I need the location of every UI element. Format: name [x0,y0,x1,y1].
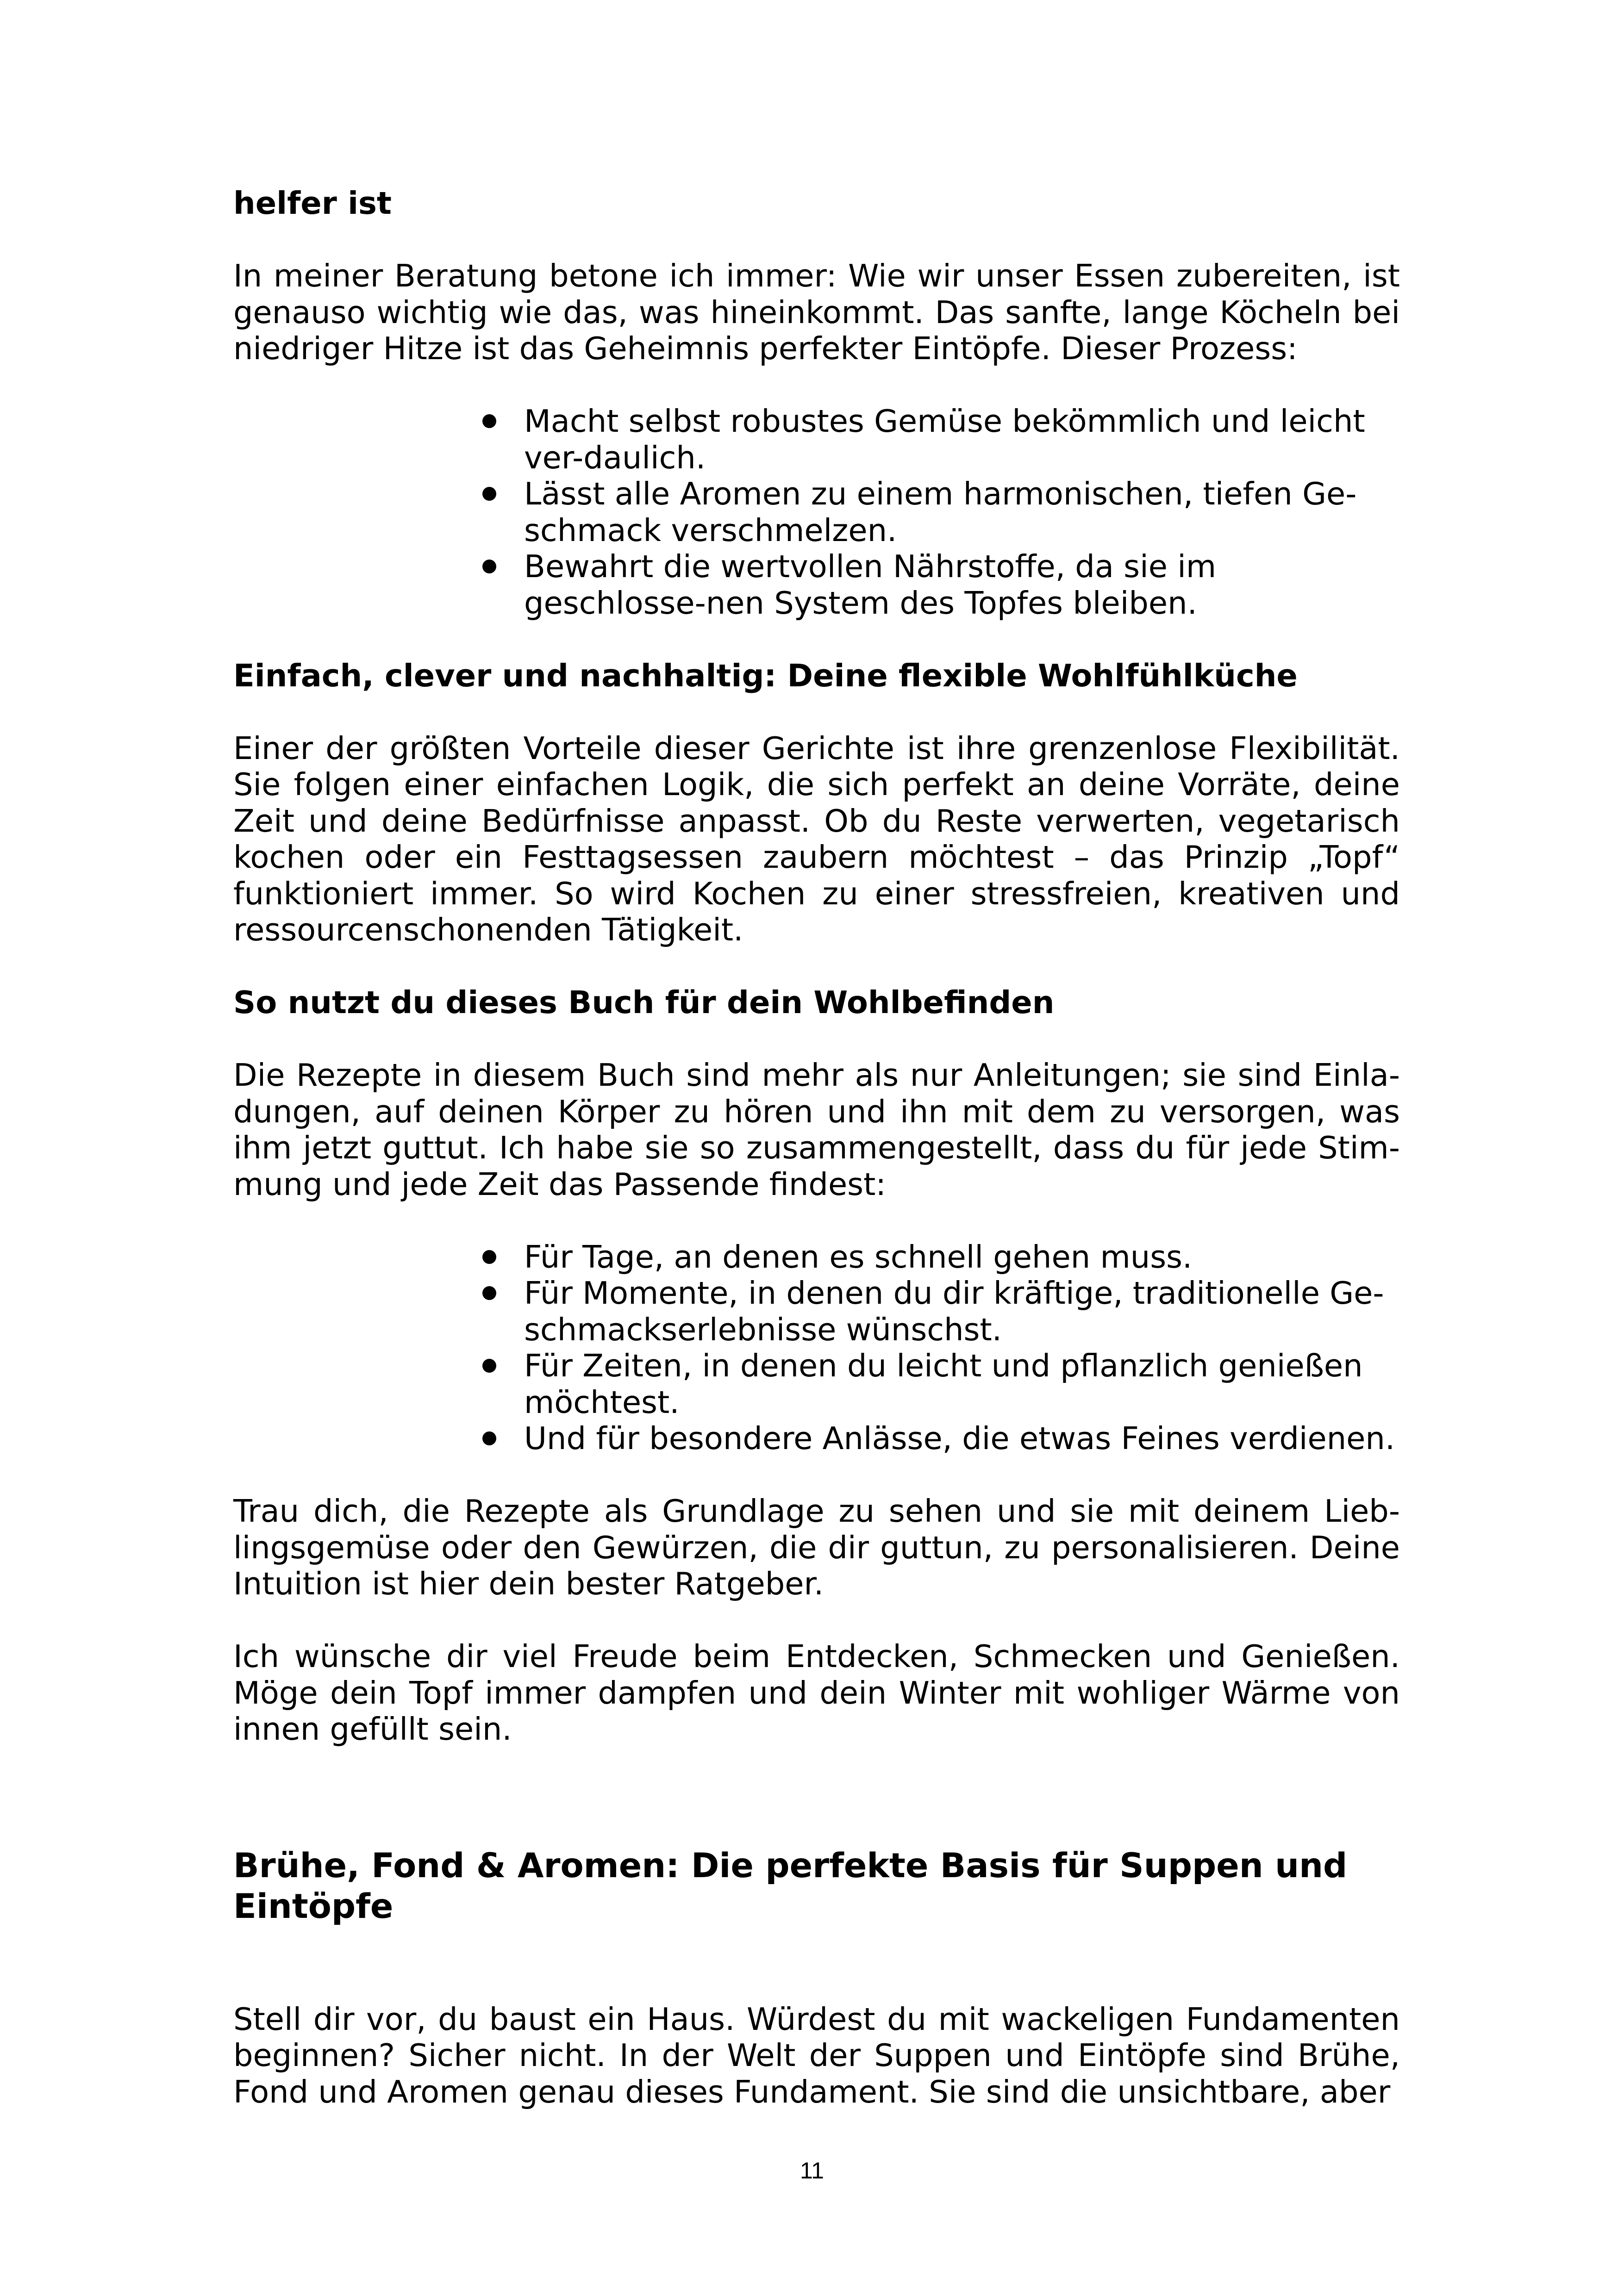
list-item [480,1420,1400,1457]
bullet-icon [482,487,496,501]
list-item [480,1348,1400,1420]
list-item [480,403,1400,476]
paragraph-flexibility: Einer der größten Vorteile dieser Gerichte ist ihre grenzenlose Flexibilität. Sie folgen einer einfachen Logik, die sich perfekt an deine Vorräte, deine Zeit und deine Bedürfnisse anpasst. Ob du Reste verwerten, vegetarisch kochen oder ein Festtagsessen zaubern möchtest – das Prinzip „Topf“ funktioniert immer. So wird Kochen zu einer stressfreien, kreativen und ressourcenschonenden Tätigkeit. [233,730,1400,948]
chapter-heading: Brühe, Fond & Aromen: Die perfekte Basis für Suppen und Eintöpfe [233,1846,1348,1926]
paragraph-chapter-intro: Stell dir vor, du baust ein Haus. Würdest du mit wackeligen Fundamenten beginnen? Sicher nicht. In der Welt der Suppen und Eintöpfe sind Brühe, Fond und Aromen genau dieses Fundament. Sie sind die unsichtbare, aber [233,2001,1400,2110]
paragraph-trust-yourself: Trau dich, die Rezepte als Grundlage zu sehen und sie mit deinem Lieb-lingsgemüse oder den Gewürzen, die dir guttun, zu personalisieren. Deine Intuition ist hier dein bester Ratgeber. [233,1493,1400,1602]
list-item [480,548,1400,621]
bullet-icon [482,560,496,573]
list-item [480,1275,1400,1348]
bullet-icon [482,1286,496,1300]
heading-flexible-kitchen: Einfach, clever und nachhaltig: Deine flexible Wohlfühlküche [233,657,1298,694]
process-benefits-list [233,403,1400,621]
list-item [480,1239,1400,1276]
heading-book-usage: So nutzt du dieses Buch für dein Wohlbefinden [233,984,1055,1020]
paragraph-book-usage: Die Rezepte in diesem Buch sind mehr als nur Anleitungen; sie sind Einla-dungen, auf deinen Körper zu hören und ihn mit dem zu versorgen, was ihm jetzt guttut. Ich habe sie so zusammengestellt, dass du für jede Stim-mung und jede Zeit das Passende findest: [233,1057,1400,1202]
section-tail-heading: helfer ist [233,185,392,221]
page-number: 11 [800,2158,824,2184]
bullet-icon [482,1250,496,1264]
list-item-text: Und für besondere Anlässe, die etwas Feines verdienen. [524,1420,1395,1456]
bullet-icon [482,1359,496,1373]
bullet-icon [482,1431,496,1445]
list-item-text: Für Tage, an denen es schnell gehen muss. [524,1238,1193,1275]
bullet-icon [482,414,496,428]
list-item-text: Für Zeiten, in denen du leicht und pflanzlich genießen möchtest. [524,1348,1363,1420]
list-item-text: Lässt alle Aromen zu einem harmonischen, tiefen Ge-schmack verschmelzen. [524,476,1357,548]
list-item-text: Für Momente, in denen du dir kräftige, traditionelle Ge-schmackserlebnisse wünschst. [524,1275,1384,1348]
list-item [480,476,1400,548]
list-item-text: Bewahrt die wertvollen Nährstoffe, da sie im geschlosse-nen System des Topfes bleiben. [524,548,1217,621]
paragraph-cooking-process: In meiner Beratung betone ich immer: Wie wir unser Essen zubereiten, ist genauso wichtig wie das, was hineinkommt. Das sanfte, lange Köcheln bei niedriger Hitze ist das Geheimnis perfekter Eintöpfe. Dieser Prozess: [233,258,1400,367]
page-content [233,185,1400,2110]
list-item-text: Macht selbst robustes Gemüse bekömmlich und leicht ver-daulich. [524,403,1365,476]
paragraph-closing-wish: Ich wünsche dir viel Freude beim Entdecken, Schmecken und Genießen. Möge dein Topf immer dampfen und dein Winter mit wohliger Wärme von innen gefüllt sein. [233,1638,1400,1747]
occasion-list [233,1239,1400,1457]
